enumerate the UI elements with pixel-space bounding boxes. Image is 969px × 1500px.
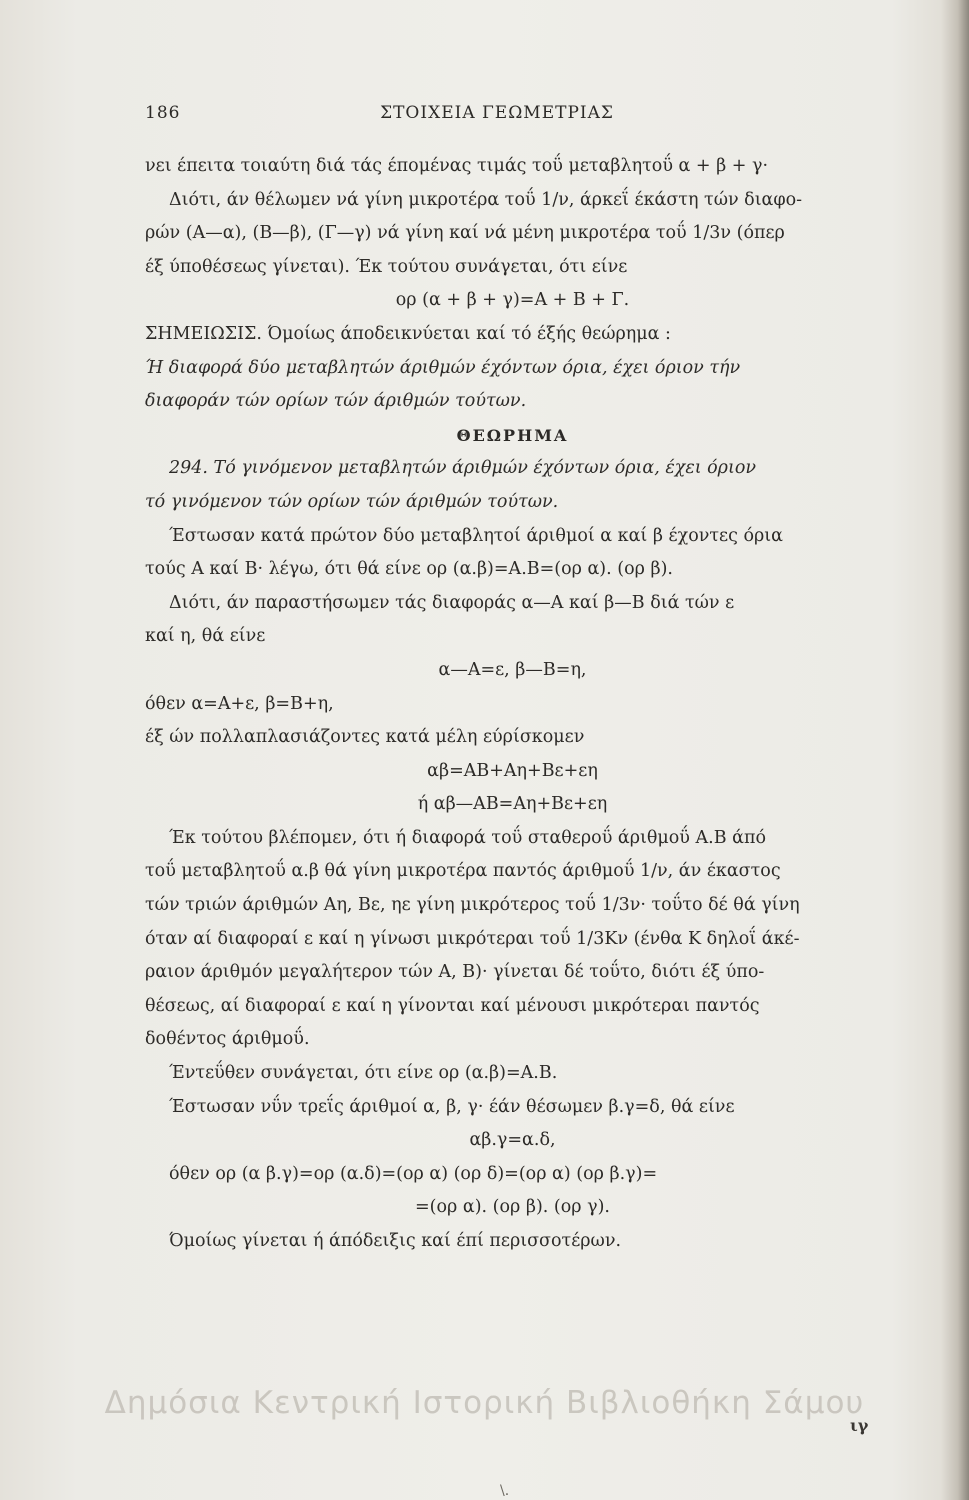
text-line: νει έπειτα τοιαύτη διά τάς έπομένας τιμάς τοΰ μεταβλητοΰ α + β + γ· xyxy=(145,156,769,176)
text-line: τοΰ μεταβλητοΰ α.β θά γίνη μικροτέρα παντός άριθμοΰ 1/ν, άν έκαστος xyxy=(145,861,781,882)
equation: ή αβ—ΑΒ=Αη+Βε+εη xyxy=(417,794,608,815)
italic-statement: διαφοράν τών ορίων τών άριθμών τούτων. xyxy=(145,391,527,412)
text-line: Έντεΰθεν συνάγεται, ότι είνε ορ (α.β)=Α.Β. xyxy=(169,1063,558,1084)
text-line: όταν αί διαφοραί ε καί η γίνωσι μικρότεραι τοΰ 1/3Κν (ένθα Κ δηλοΐ άκέ- xyxy=(145,928,800,949)
text-line: τών τριών άριθμών Αη, Βε, ηε γίνη μικρότερος τοΰ 1/3ν· τοΰτο δέ θά γίνη xyxy=(145,895,800,916)
text-line: θέσεως, αί διαφοραί ε καί η γίνονται καί μένουσι μικρότεραι παντός xyxy=(145,995,760,1016)
library-watermark: Δημόσια Κεντρική Ιστορική Βιβλιοθήκη Σάμου xyxy=(104,1385,865,1421)
equation: αβ=ΑΒ+Αη+Βε+εη xyxy=(427,760,598,781)
text-line: δοθέντος άριθμοΰ. xyxy=(145,1029,310,1050)
text-line: έξ ύποθέσεως γίνεται). Έκ τούτου συνάγεται, ότι είνε xyxy=(145,256,628,277)
equation: α—Α=ε, β—Β=η, xyxy=(438,659,587,680)
theorem-statement: 294. Τό γινόμενον μεταβλητών άριθμών έχόντων όρια, έχει όριον xyxy=(169,458,757,479)
text-line: Έστωσαν νΰν τρεΐς άριθμοί α, β, γ· έάν θέσωμεν β.γ=δ, θά είνε xyxy=(169,1096,735,1117)
theorem-heading: ΘΕΩΡΗΜΑ xyxy=(456,425,569,445)
note-heading-line: ΣΗΜΕΙΩΣΙΣ. Όμοίως άποδεικνύεται καί τό έξής θεώρημα : xyxy=(145,323,671,344)
italic-statement: Ή διαφορά δύο μεταβλητών άριθμών έχόντων όρια, έχει όριον τήν xyxy=(145,357,741,378)
text-line: ραιον άριθμόν μεγαλήτερον τών Α, Β)· γίνεται δέ τοΰτο, διότι έξ ύπο- xyxy=(145,962,765,983)
text-line: ρών (Α—α), (Β—β), (Γ—γ) νά γίνη καί νά μένη μικροτέρα τοΰ 1/3ν (όπερ xyxy=(145,223,785,244)
page-number: 186 xyxy=(145,103,181,123)
equation: όθεν α=Α+ε, β=Β+η, xyxy=(145,693,334,714)
body-text xyxy=(145,150,880,1259)
theorem-statement: τό γινόμενον τών ορίων τών άριθμών τούτων. xyxy=(145,491,559,512)
running-title: ΣΤΟΙΧΕΙΑ ΓΕΩΜΕΤΡΙΑΣ xyxy=(380,103,614,123)
text-line: Όμοίως γίνεται ή άπόδειξις καί έπί περισσοτέρων. xyxy=(169,1231,622,1251)
signature-mark: ιγ xyxy=(850,1416,869,1435)
page-header xyxy=(145,103,849,131)
text-line: Έστωσαν κατά πρώτον δύο μεταβλητοί άριθμοί α καί β έχοντες όρια xyxy=(169,525,783,546)
page-edge-shadow xyxy=(941,0,969,1500)
equation: ορ (α + β + γ)=Α + Β + Γ. xyxy=(395,290,630,311)
text-line: Έκ τούτου βλέπομεν, ότι ή διαφορά τοΰ σταθεροΰ άριθμοΰ Α.Β άπό xyxy=(169,827,766,848)
text-line: καί η, θά είνε xyxy=(145,626,266,647)
equation: όθεν ορ (α β.γ)=ορ (α.δ)=(ορ α) (ορ δ)=(ορ α) (ορ β.γ)= xyxy=(169,1163,658,1184)
text-line: Διότι, άν παραστήσωμεν τάς διαφοράς α—Α καί β—Β διά τών ε xyxy=(169,592,735,613)
equation: =(ορ α). (ορ β). (ορ γ). xyxy=(415,1197,610,1218)
text-line: τούς Α καί Β· λέγω, ότι θά είνε ορ (α.β)=Α.Β=(ορ α). (ορ β). xyxy=(145,559,673,580)
equation: αβ.γ=α.δ, xyxy=(469,1130,556,1151)
bottom-mark: \. xyxy=(500,1483,510,1499)
text-line: Διότι, άν θέλωμεν νά γίνη μικροτέρα τοΰ 1/ν, άρκεΐ έκάστη τών διαφο- xyxy=(169,189,803,210)
text-line: έξ ών πολλαπλασιάζοντες κατά μέλη εύρίσκομεν xyxy=(145,727,585,748)
